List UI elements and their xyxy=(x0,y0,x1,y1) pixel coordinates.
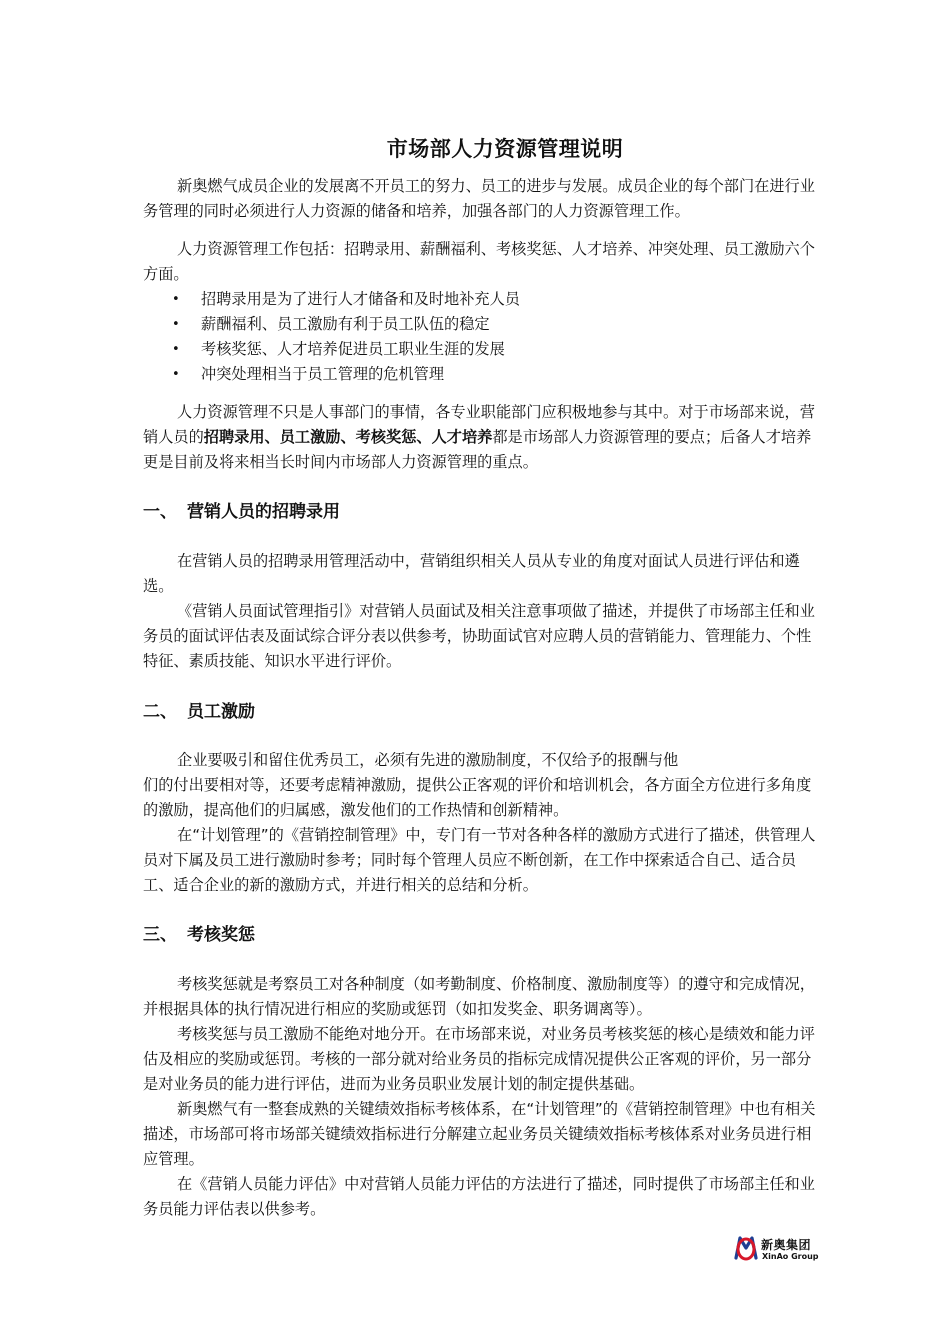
section-title: 营销人员的招聘录用 xyxy=(187,502,340,522)
key-points-bold: 招聘录用、员工激励、考核奖惩、人才培养 xyxy=(203,428,493,446)
paragraph-text xyxy=(143,400,823,475)
company-logo xyxy=(733,1234,823,1266)
bullet-list xyxy=(143,287,823,387)
list-item xyxy=(143,362,823,387)
paragraph-text: 企业要吸引和留住优秀员工，必须有先进的激励制度，不仅给予的报酬与他 xyxy=(177,751,679,769)
paragraph-text: 在“计划管理”的《营销控制管理》中，专门有一节对各种各样的激励方式进行了描述，供管理人员对下属及员工进行激励时参考；同时每个管理人员应不断创新，在工作中探索适合自己、适合员工、适合企业的新的激励方式，并进行相关的总结和分析。 xyxy=(143,826,816,894)
list-item-text: 考核奖惩、人才培养促进员工职业生涯的发展 xyxy=(201,340,505,358)
paragraph-text: 考核奖惩与员工激励不能绝对地分开。在市场部来说，对业务员考核奖惩的核心是绩效和能力评估及相应的奖励或惩罚。考核的一部分就对给业务员的指标完成情况提供公正客观的评价，另一部分是对业务员的能力进行评估，进而为业务员职业发展计划的制定提供基础。 xyxy=(143,1025,815,1093)
list-item xyxy=(143,312,823,337)
paragraph-text-end: 都是市场部人力资源管理的要点；后备人才培养更是目前及将来相当长时间内市场部人力资源管理的重点。 xyxy=(143,428,812,471)
section-1-body xyxy=(143,549,823,674)
intro-paragraph-2 xyxy=(143,237,823,287)
intro-paragraph-3 xyxy=(143,400,823,475)
section-heading-2 xyxy=(143,700,255,724)
page-title: 市场部人力资源管理说明 xyxy=(386,137,624,161)
section-number: 一、 xyxy=(143,502,177,522)
intro-paragraph-1 xyxy=(143,174,823,224)
section-number: 三、 xyxy=(143,925,177,945)
paragraph-text: 新奥燃气有一整套成熟的关键绩效指标考核体系，在“计划管理”的《营销控制管理》中也有相关描述，市场部可将市场部关键绩效指标进行分解建立起业务员关键绩效指标考核体系对业务员进行相应管理。 xyxy=(143,1100,816,1168)
paragraph-text-start: 人力资源管理不只是人事部门的事情，各专业职能部门应积极地参与其中。对于市场部来说，营销人员的 xyxy=(143,403,815,446)
section-heading-3 xyxy=(143,923,255,947)
section-heading-1 xyxy=(143,500,340,524)
bullet-icon: • xyxy=(172,342,180,357)
section-2-body xyxy=(143,748,823,898)
list-item-text: 薪酬福利、员工激励有利于员工队伍的稳定 xyxy=(201,315,490,333)
paragraph-text: 新奥燃气成员企业的发展离不开员工的努力、员工的进步与发展。成员企业的每个部门在进行业务管理的同时必须进行人力资源的储备和培养，加强各部门的人力资源管理工作。 xyxy=(143,177,815,220)
paragraph-text: 考核奖惩就是考察员工对各种制度（如考勤制度、价格制度、激励制度等）的遵守和完成情况，并根据具体的执行情况进行相应的奖励或惩罚（如扣发奖金、职务调离等）。 xyxy=(143,975,815,1018)
section-number: 二、 xyxy=(143,702,177,722)
paragraph-text: 们的付出要相对等，还要考虑精神激励，提供公正客观的评价和培训机会，各方面全方位进行多角度的激励，提高他们的归属感，激发他们的工作热情和创新精神。 xyxy=(143,776,812,819)
bullet-icon: • xyxy=(172,317,180,332)
list-item-text: 冲突处理相当于员工管理的危机管理 xyxy=(201,365,444,383)
list-item-text: 招聘录用是为了进行人才储备和及时地补充人员 xyxy=(201,290,520,308)
section-title: 员工激励 xyxy=(187,702,255,722)
list-item xyxy=(143,337,823,362)
bullet-icon: • xyxy=(172,367,180,382)
logo-text-english: XinAo Group xyxy=(762,1252,819,1261)
logo-text-chinese: 新奥集团 xyxy=(761,1238,812,1252)
section-3-body xyxy=(143,972,823,1222)
paragraph-text: 在营销人员的招聘录用管理活动中，营销组织相关人员从专业的角度对面试人员进行评估和遴选。 xyxy=(143,552,800,595)
paragraph-text: 在《营销人员能力评估》中对营销人员能力评估的方法进行了描述，同时提供了市场部主任和业务员能力评估表以供参考。 xyxy=(143,1175,815,1218)
list-item xyxy=(143,287,823,312)
bullet-icon: • xyxy=(172,292,180,307)
section-title: 考核奖惩 xyxy=(187,925,255,945)
paragraph-text: 人力资源管理工作包括：招聘录用、薪酬福利、考核奖惩、人才培养、冲突处理、员工激励六个方面。 xyxy=(143,240,815,283)
logo-mark-icon xyxy=(733,1234,759,1262)
paragraph-text: 《营销人员面试管理指引》对营销人员面试及相关注意事项做了描述，并提供了市场部主任和业务员的面试评估表及面试综合评分表以供参考，协助面试官对应聘人员的营销能力、管理能力、个性特征、素质技能、知识水平进行评价。 xyxy=(143,602,815,670)
